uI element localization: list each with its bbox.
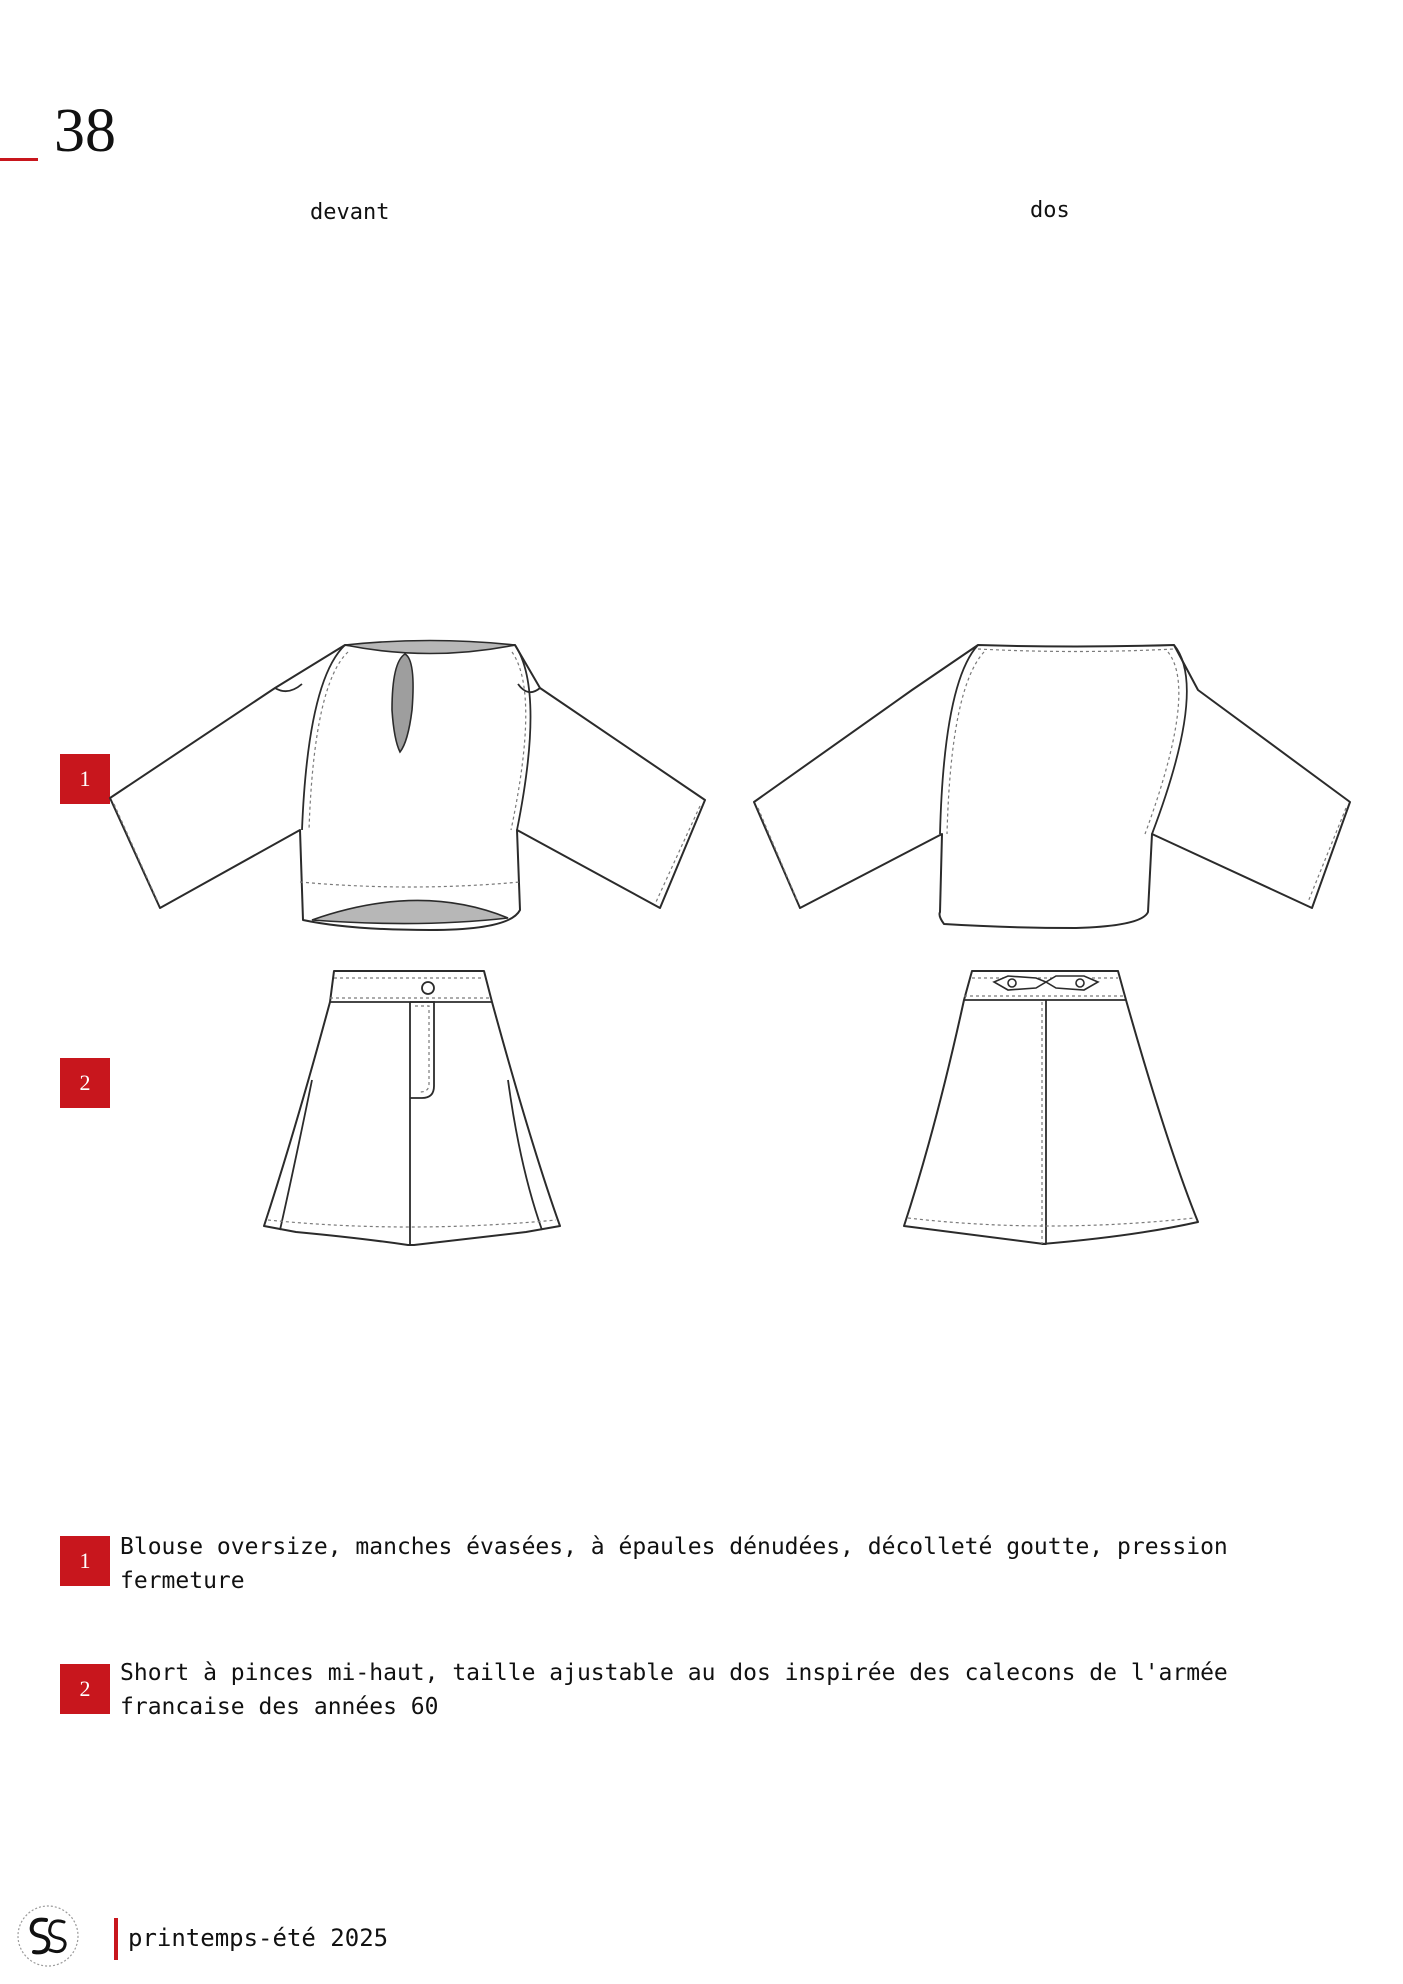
front-view-label: devant bbox=[310, 200, 390, 225]
brand-monogram-icon bbox=[16, 1904, 80, 1968]
blouse-front-drawing bbox=[100, 630, 720, 950]
blouse-back-drawing bbox=[746, 630, 1366, 950]
header-accent-line bbox=[0, 158, 38, 161]
footer-accent-bar bbox=[114, 1918, 118, 1960]
item-badge-1: 1 bbox=[60, 754, 110, 804]
description-item-1: Blouse oversize, manches évasées, à épaules dénudées, décolleté goutte, pression fermeture bbox=[120, 1534, 1228, 1594]
item-badge-2: 2 bbox=[60, 1058, 110, 1108]
description-item-2: Short à pinces mi-haut, taille ajustable au dos inspirée des calecons de l'armée francaise des années 60 bbox=[120, 1660, 1228, 1720]
desc-badge-1: 1 bbox=[60, 1536, 110, 1586]
page-number: 38 bbox=[54, 97, 116, 165]
desc-badge-2: 2 bbox=[60, 1664, 110, 1714]
back-view-label: dos bbox=[1030, 198, 1070, 223]
footer-season: printemps-été 2025 bbox=[128, 1924, 389, 1952]
short-front-drawing bbox=[258, 968, 568, 1252]
short-back-drawing bbox=[896, 968, 1206, 1252]
